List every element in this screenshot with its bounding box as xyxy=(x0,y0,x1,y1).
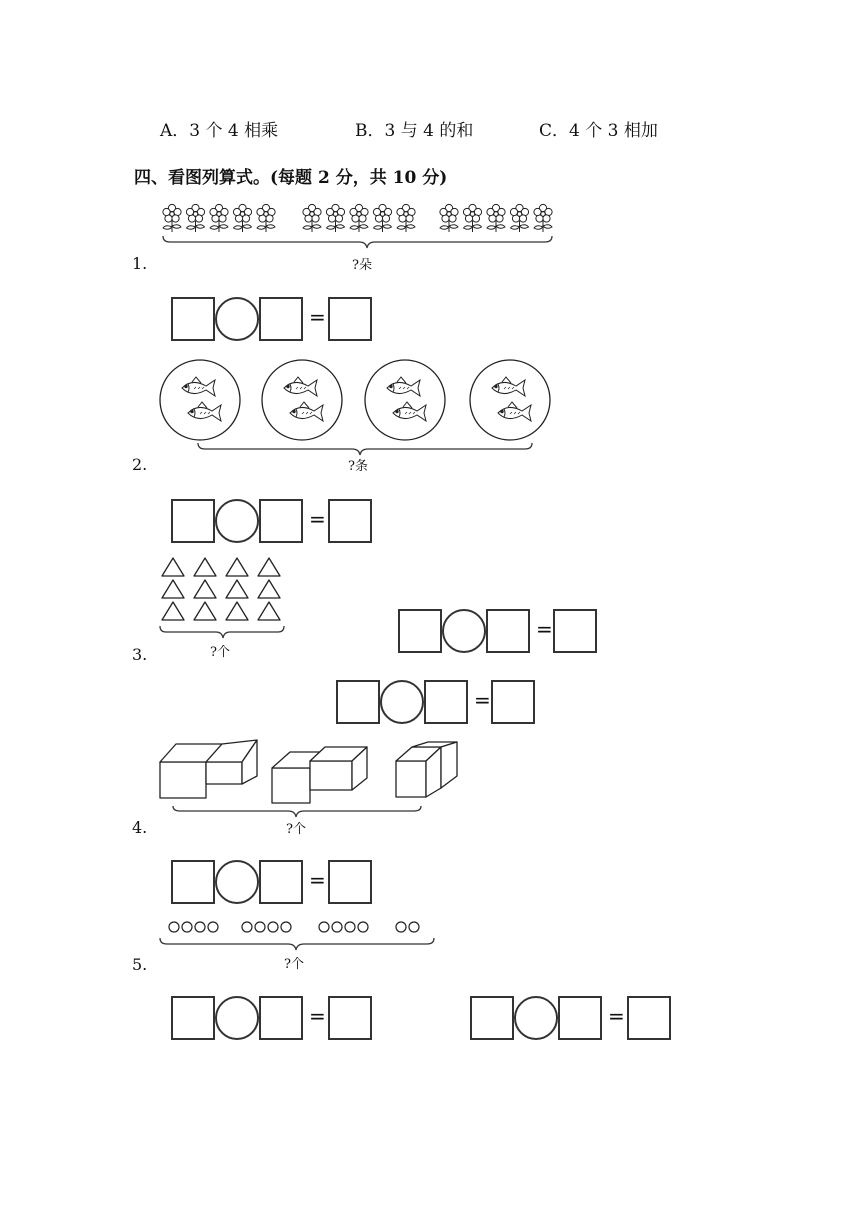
operator-circle[interactable] xyxy=(215,297,259,341)
problem-3-number: 3. xyxy=(132,645,148,664)
fish-icon xyxy=(290,402,323,421)
answer-box[interactable] xyxy=(424,680,468,724)
flower-icon xyxy=(534,204,552,232)
triangle-icon xyxy=(258,580,280,598)
flower-icon xyxy=(303,204,321,232)
answer-box[interactable] xyxy=(171,996,215,1040)
cube-icon xyxy=(396,761,426,797)
cube-icon xyxy=(272,752,325,768)
answer-box[interactable] xyxy=(259,297,303,341)
problem-1-label: ?朵 xyxy=(352,258,372,273)
triangle-icon xyxy=(226,580,248,598)
flower-icon xyxy=(440,204,458,232)
equals-sign: = xyxy=(309,305,326,329)
plate-icon xyxy=(160,360,240,440)
answer-box[interactable] xyxy=(398,609,442,653)
flower-icon xyxy=(397,204,415,232)
triangle-icon xyxy=(194,602,216,620)
cube-icon xyxy=(352,747,367,790)
fish-icon xyxy=(188,402,221,421)
answer-box[interactable] xyxy=(336,680,380,724)
circle-icon xyxy=(255,922,265,932)
equals-sign: = xyxy=(608,1004,625,1028)
flower-icon xyxy=(326,204,344,232)
circle-icon xyxy=(208,922,218,932)
triangle-icon xyxy=(194,558,216,576)
cube-icon xyxy=(396,747,441,761)
problem-5-label: ?个 xyxy=(284,957,304,972)
fish-icon xyxy=(387,377,420,396)
circle-icon xyxy=(345,922,355,932)
flower-icon xyxy=(210,204,228,232)
cube-icon xyxy=(242,740,257,784)
fish-icon xyxy=(284,377,317,396)
fish-icon xyxy=(182,377,215,396)
option-a: A．3 个 4 相乘 xyxy=(160,121,279,141)
equals-sign: = xyxy=(474,688,491,712)
circle-icon xyxy=(409,922,419,932)
fish-icon xyxy=(393,402,426,421)
plate-icon xyxy=(470,360,550,440)
circle-icon xyxy=(195,922,205,932)
triangle-icon xyxy=(226,602,248,620)
equals-sign: = xyxy=(309,1004,326,1028)
plate-icon xyxy=(365,360,445,440)
equals-sign: = xyxy=(536,617,553,641)
problem-4-number: 4. xyxy=(132,818,148,837)
operator-circle[interactable] xyxy=(215,996,259,1040)
flower-icon xyxy=(350,204,368,232)
answer-box[interactable] xyxy=(259,996,303,1040)
result-box[interactable] xyxy=(328,297,372,341)
circle-icon xyxy=(396,922,406,932)
answer-box[interactable] xyxy=(470,996,514,1040)
result-box[interactable] xyxy=(328,996,372,1040)
operator-circle[interactable] xyxy=(514,996,558,1040)
operator-circle[interactable] xyxy=(215,499,259,543)
circle-icon xyxy=(169,922,179,932)
fish-icon xyxy=(492,377,525,396)
cube-icon xyxy=(310,747,367,761)
flower-icon xyxy=(233,204,251,232)
operator-circle[interactable] xyxy=(215,860,259,904)
problem-1-number: 1. xyxy=(132,254,148,273)
operator-circle[interactable] xyxy=(442,609,486,653)
problem-2-label: ?条 xyxy=(348,459,368,474)
flower-icon xyxy=(463,204,481,232)
problem-2-number: 2. xyxy=(132,455,148,474)
answer-box[interactable] xyxy=(558,996,602,1040)
circle-icon xyxy=(268,922,278,932)
result-box[interactable] xyxy=(328,499,372,543)
flower-icon xyxy=(373,204,391,232)
equals-sign: = xyxy=(309,507,326,531)
triangle-icon xyxy=(162,580,184,598)
cube-icon xyxy=(160,762,206,798)
cube-icon xyxy=(206,740,257,762)
circle-icon xyxy=(332,922,342,932)
circle-icon xyxy=(281,922,291,932)
answer-box[interactable] xyxy=(486,609,530,653)
answer-box[interactable] xyxy=(171,499,215,543)
circle-icon xyxy=(358,922,368,932)
triangle-icon xyxy=(258,558,280,576)
answer-box[interactable] xyxy=(259,860,303,904)
cube-icon xyxy=(160,744,222,762)
result-box[interactable] xyxy=(627,996,671,1040)
option-b: B．3 与 4 的和 xyxy=(355,121,474,141)
flower-icon xyxy=(510,204,528,232)
flower-icon xyxy=(163,204,181,232)
triangle-icon xyxy=(162,558,184,576)
triangle-icon xyxy=(194,580,216,598)
circle-icon xyxy=(242,922,252,932)
section-title: 四、看图列算式。(每题 2 分，共 10 分) xyxy=(134,168,448,188)
cube-icon xyxy=(441,742,457,788)
circle-icon xyxy=(182,922,192,932)
problem-4-label: ?个 xyxy=(286,822,306,837)
problem-5-number: 5. xyxy=(132,955,148,974)
answer-box[interactable] xyxy=(259,499,303,543)
operator-circle[interactable] xyxy=(380,680,424,724)
circle-icon xyxy=(319,922,329,932)
flower-icon xyxy=(257,204,275,232)
problem-3-label: ?个 xyxy=(210,645,230,660)
cube-icon xyxy=(206,762,242,784)
cube-icon xyxy=(272,768,310,803)
flower-icon xyxy=(487,204,505,232)
fish-icon xyxy=(498,402,531,421)
cube-icon xyxy=(426,747,441,797)
cube-icon xyxy=(412,742,457,747)
option-c: C．4 个 3 相加 xyxy=(539,121,658,141)
result-box[interactable] xyxy=(553,609,597,653)
result-box[interactable] xyxy=(328,860,372,904)
triangle-icon xyxy=(226,558,248,576)
flower-icon xyxy=(186,204,204,232)
equals-sign: = xyxy=(309,868,326,892)
triangle-icon xyxy=(162,602,184,620)
cube-icon xyxy=(310,761,352,790)
answer-box[interactable] xyxy=(171,297,215,341)
answer-box[interactable] xyxy=(171,860,215,904)
triangle-icon xyxy=(258,602,280,620)
plate-icon xyxy=(262,360,342,440)
result-box[interactable] xyxy=(491,680,535,724)
